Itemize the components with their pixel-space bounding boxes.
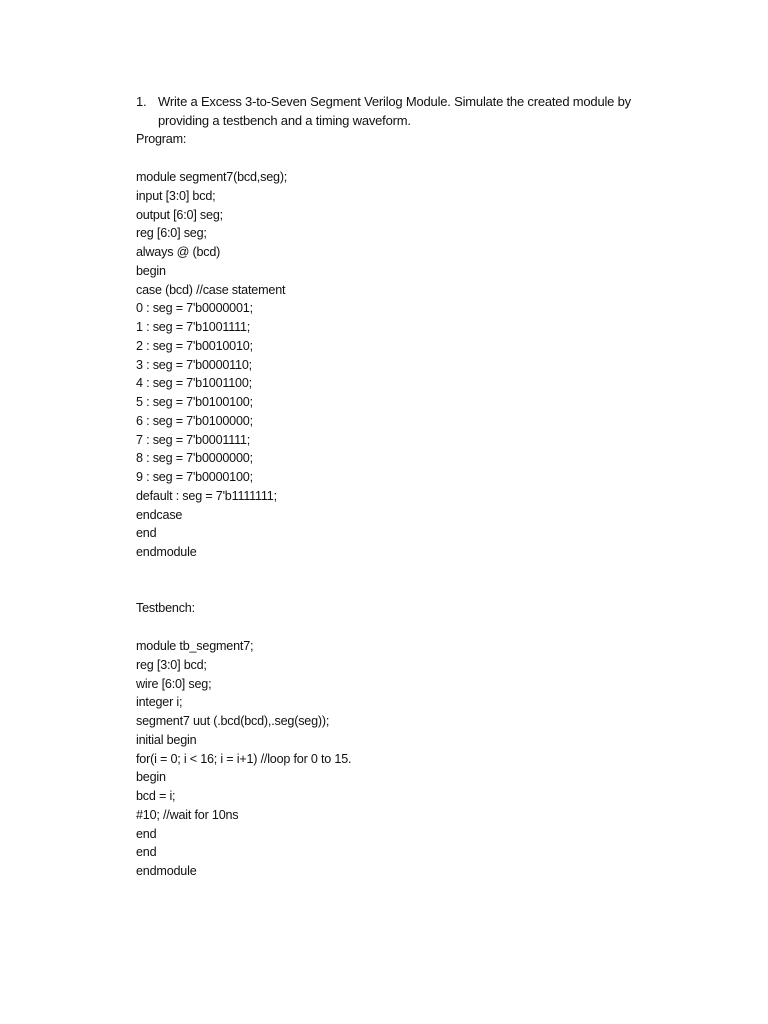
code-line: end xyxy=(136,526,157,541)
code-line: always @ (bcd) xyxy=(136,245,221,259)
question-line: providing a testbench and a timing waveform. xyxy=(158,112,411,128)
code-line: 5 : seg = 7'b0100100; xyxy=(136,395,253,409)
code-line: #10; //wait for 10ns xyxy=(136,807,239,822)
code-line: output [6:0] seg; xyxy=(136,207,223,222)
code-line: 2 : seg = 7'b0010010; xyxy=(136,338,253,353)
code-line: default : seg = 7'b1111111; xyxy=(136,488,277,503)
code-line: begin xyxy=(136,263,166,278)
code-line: begin xyxy=(136,770,166,785)
testbench-heading: Testbench: xyxy=(136,601,195,615)
code-line: input [3:0] bcd; xyxy=(136,188,216,203)
question-line: Write a Excess 3-to-Seven Segment Verilog Module. Simulate the created module by xyxy=(158,94,631,109)
code-line: module tb_segment7; xyxy=(136,639,254,653)
question-number: 1. xyxy=(136,94,147,109)
code-line: for(i = 0; i < 16; i = i+1) //loop for 0 to 15. xyxy=(136,751,352,766)
code-line: end xyxy=(136,845,157,860)
code-line: case (bcd) //case statement xyxy=(136,282,286,297)
code-line: segment7 uut (.bcd(bcd),.seg(seg)); xyxy=(136,714,330,728)
code-line: 4 : seg = 7'b1001100; xyxy=(136,376,252,391)
code-line: 0 : seg = 7'b0000001; xyxy=(136,301,253,316)
code-line: wire [6:0] seg; xyxy=(136,676,212,691)
code-line: reg [3:0] bcd; xyxy=(136,657,207,672)
code-line: integer i; xyxy=(136,695,183,710)
code-line: endcase xyxy=(136,507,183,522)
code-line: 8 : seg = 7'b0000000; xyxy=(136,451,253,466)
code-line: reg [6:0] seg; xyxy=(136,226,207,241)
program-code-block xyxy=(136,168,287,562)
program-heading: Program: xyxy=(136,132,187,146)
testbench-code-block xyxy=(136,637,351,881)
code-line: bcd = i; xyxy=(136,789,176,803)
code-line: 6 : seg = 7'b0100000; xyxy=(136,413,253,428)
code-line: 3 : seg = 7'b0000110; xyxy=(136,357,252,372)
code-line: 9 : seg = 7'b0000100; xyxy=(136,470,253,484)
code-line: endmodule xyxy=(136,864,197,878)
code-line: initial begin xyxy=(136,732,197,747)
code-line: endmodule xyxy=(136,545,197,559)
question-text xyxy=(158,93,658,131)
code-line: 1 : seg = 7'b1001111; xyxy=(136,320,251,334)
code-line: module segment7(bcd,seg); xyxy=(136,170,288,184)
code-line: end xyxy=(136,826,157,841)
code-line: 7 : seg = 7'b0001111; xyxy=(136,432,251,447)
